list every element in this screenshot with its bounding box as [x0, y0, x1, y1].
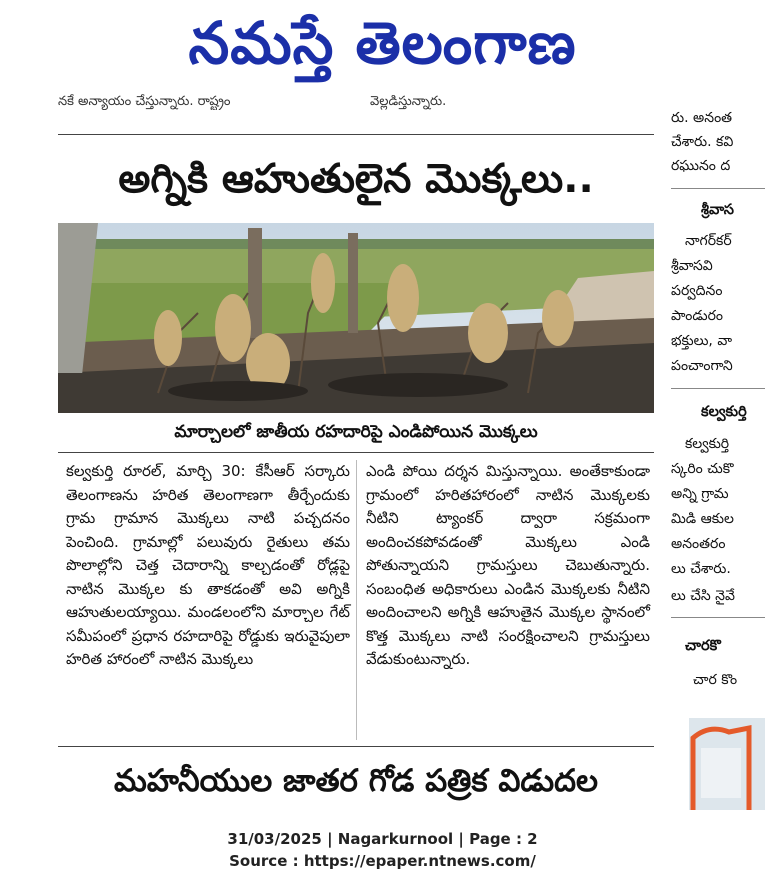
sidebar-line: అన్ని గ్రామ: [671, 486, 729, 502]
sidebar-line: మిడి ఆకుల: [671, 511, 734, 527]
sidebar-line: కల్వకుర్తి: [685, 436, 730, 452]
article-body-col1: కల్వకుర్తి రూరల్, మార్చి 30: కేసీఆర్ సర్కారు తెలంగాణను హరిత తెలంగాణగా తీర్చేందుకు గ్రామ గ్రామాన మొక్కలు నాటి పచ్చదనం పెంచింది. గ్రామాల్లో పలువురు రైతులు తమ పొలాల్లోని చెత్త చెదారాన్ని కాల్చడంతో రోడ్లపై నాటిన మొక్కల కు తాకడంతో అవి అగ్నికి ఆహుతులయ్యాయి. మండలంలోని మార్చాల గేట్ సమీపంలో ప్రధాన రహదారిపై రోడ్డుకు ఇరువైపులా హరిత హారంలో నాటిన మొక్కలు: [66, 462, 350, 668]
main-article-area: [58, 90, 654, 820]
article-photo: [58, 223, 654, 413]
sidebar-separator: [671, 388, 765, 389]
sidebar-photo: [689, 718, 765, 810]
sidebar-line: నాగర్‌కర్: [685, 233, 732, 249]
next-article-headline: మహనీయుల జాతర గోడ పత్రిక విడుదల: [114, 763, 598, 799]
bottom-rule: [58, 746, 654, 747]
column-divider: [356, 460, 357, 740]
sidebar-line: అనంతరం: [671, 536, 726, 552]
source-line: Source : https://epaper.ntnews.com/: [229, 852, 536, 870]
sidebar-line: చార కొం: [693, 672, 738, 688]
newspaper-title: నమస్తే తెలంగాణ: [188, 9, 577, 77]
article-column-1: [66, 460, 350, 672]
masthead: [0, 0, 765, 86]
sidebar-column: [671, 90, 765, 820]
sidebar-subheading: శ్రీవాస: [701, 202, 734, 218]
page-footer: [0, 828, 765, 872]
sidebar-line: లు చేశారు.: [671, 561, 731, 577]
sidebar-line: పంచాంగాని: [671, 358, 733, 374]
sidebar-line: స్కరిం చుకొ: [671, 461, 734, 477]
top-fragment-left: నకే అన్యాయం చేస్తున్నారు. రాష్ట్రం: [58, 94, 231, 109]
sidebar-line: లు చేసి నైవే: [671, 588, 735, 604]
burnt-plants-photo: [58, 223, 654, 413]
sidebar-line: శ్రీవాసవి: [671, 258, 713, 274]
sidebar-line: రఘునం ద: [671, 158, 731, 174]
sidebar-line: రు. అనంత: [671, 110, 733, 126]
sidebar-photo-image: [689, 718, 765, 810]
sidebar-line: భక్తులు, వా: [671, 333, 732, 349]
top-fragment-right: వెల్లడిస్తున్నారు.: [370, 94, 447, 109]
sidebar-subheading: కల్వకుర్తి: [701, 404, 747, 420]
article-column-2: [366, 460, 650, 672]
sidebar-line: పాండురం: [671, 308, 723, 324]
sidebar-subheading: చారకొ: [685, 638, 721, 654]
photo-caption: మార్చాలలో జాతీయ రహదారిపై ఎండిపోయిన మొక్కలు: [174, 422, 538, 442]
sidebar-line: పర్వదినం: [671, 283, 723, 299]
caption-rule: [58, 452, 654, 453]
edition-info: 31/03/2025 | Nagarkurnool | Page : 2: [227, 830, 538, 848]
sidebar-separator: [671, 617, 765, 618]
article-headline: అగ్నికి ఆహుతులైన మొక్కలు..: [118, 156, 594, 202]
top-rule: [58, 134, 654, 135]
sidebar-separator: [671, 188, 765, 189]
article-body-col2: ఎండి పోయి దర్శన మిస్తున్నాయి. అంతేకాకుండా గ్రామంలో హరితహారంలో నాటిన మొక్కలకు నీటిని ట్యాంకర్ ద్వారా సక్రమంగా అందించకపోవడంతో మొక్కలు ఎండి పోతున్నాయని గ్రామస్తులు చెబుతున్నారు. సంబంధిత అధికారులు ఎండిన మొక్కలకు నీటిని అందించాలని అగ్నికి ఆహుతైన మొక్కల స్థానంలో కొత్త మొక్కలు నాటి సంరక్షించాలని గ్రామస్తులు వేడుకుంటున్నారు.: [366, 462, 650, 668]
sidebar-line: చేశారు. కవి: [671, 134, 734, 150]
